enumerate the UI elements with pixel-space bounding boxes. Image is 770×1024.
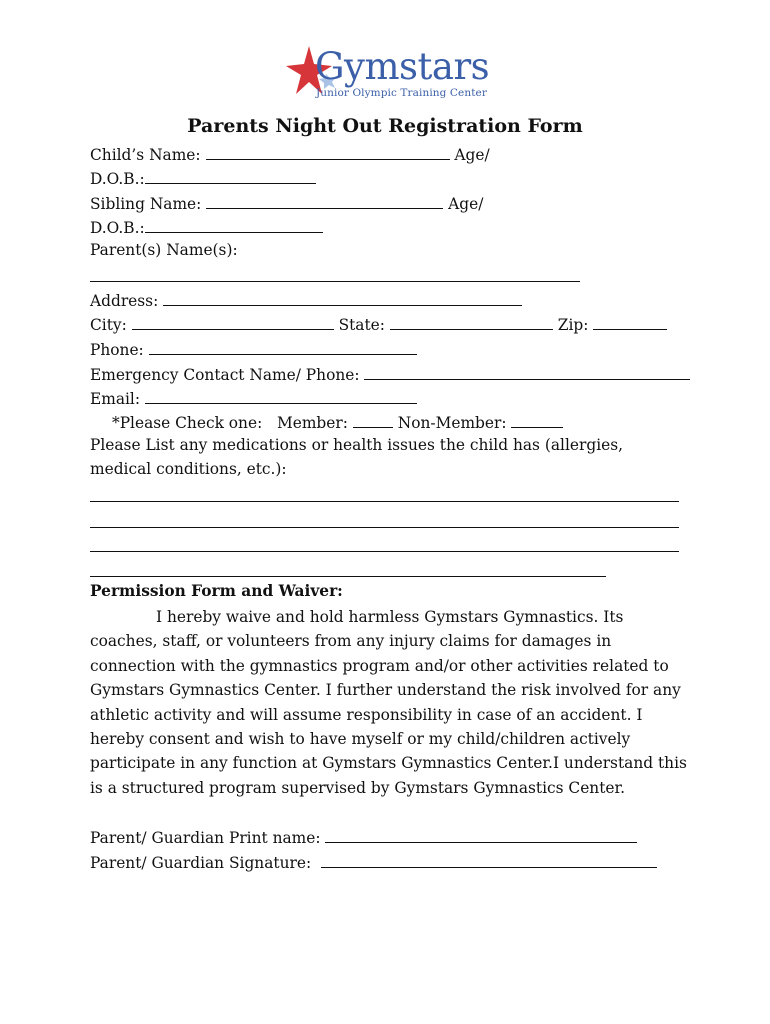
address-field[interactable] [163,292,522,306]
signature-field[interactable] [321,854,657,868]
phone-field[interactable] [149,341,417,355]
phone-row [90,341,417,358]
membership-row [112,414,563,431]
parents-name-label: Parent(s) Name(s): [90,241,238,259]
email-label: Email: [90,390,141,408]
sibling-name-field[interactable] [206,195,443,209]
city-label: City: [90,316,127,334]
sibling-dob-field[interactable] [145,219,323,233]
medications-line-1[interactable] [90,501,679,502]
address-row [90,292,522,309]
state-label: State: [338,316,385,334]
sibling-dob-row [90,219,323,236]
state-field[interactable] [390,316,553,330]
phone-label: Phone: [90,341,144,359]
print-name-row [90,829,637,846]
non-member-label: Non-Member: [397,414,507,432]
check-one-label: *Please Check one: [112,414,263,432]
logo-tagline: Junior Olympic Training Center [316,87,487,99]
email-row [90,390,417,407]
emergency-row [90,366,690,383]
member-label: Member: [276,414,348,432]
signature-row [90,854,657,871]
child-name-label: Child’s Name: [90,146,201,164]
child-dob-field[interactable] [145,170,316,184]
waiver-heading: Permission Form and Waiver: [90,582,343,600]
print-name-label: Parent/ Guardian Print name: [90,829,321,847]
sibling-age-label: Age/ [448,195,484,213]
address-label: Address: [90,292,159,310]
print-name-field[interactable] [325,829,637,843]
sibling-name-label: Sibling Name: [90,195,202,213]
child-name-row [90,146,490,163]
city-field[interactable] [132,316,334,330]
medications-line-4[interactable] [90,576,606,577]
sibling-dob-label: D.O.B.: [90,219,145,237]
sibling-name-row [90,195,483,212]
logo-wordmark: Gymstars [315,45,490,88]
parents-name-field[interactable] [90,281,580,282]
child-name-field[interactable] [206,146,450,160]
medications-line-3[interactable] [90,551,679,552]
child-age-label: Age/ [454,146,490,164]
medications-line-2[interactable] [90,527,679,528]
non-member-checkbox[interactable] [511,414,563,428]
city-state-zip-row [90,316,667,333]
page-title: Parents Night Out Registration Form [187,115,583,137]
emergency-field[interactable] [364,366,690,380]
child-dob-label: D.O.B.: [90,170,145,188]
gymstars-logo [286,44,490,106]
medications-prompt: Please List any medications or health issues the child has (allergies, medical conditions, etc.): [90,436,624,479]
zip-label: Zip: [557,316,589,334]
child-dob-row [90,170,316,187]
zip-field[interactable] [593,316,667,330]
emergency-label: Emergency Contact Name/ Phone: [90,366,360,384]
member-checkbox[interactable] [353,414,393,428]
email-field[interactable] [145,390,417,404]
signature-label: Parent/ Guardian Signature: [90,854,312,872]
waiver-body: I hereby waive and hold harmless Gymstars Gymnastics. Its coaches, staff, or volunteers from any injury claims for damages in connection with the gymnastics program and/or other activities related to Gymstars Gymnastics Center. I further understand the risk involved for any athletic activity and will assume responsibility in case of an accident. I hereby consent and wish to have myself or my child/children actively participate in any function at Gymstars Gymnastics Center.I understand this is a structured program supervised by Gymstars Gymnastics Center. [90,608,687,797]
